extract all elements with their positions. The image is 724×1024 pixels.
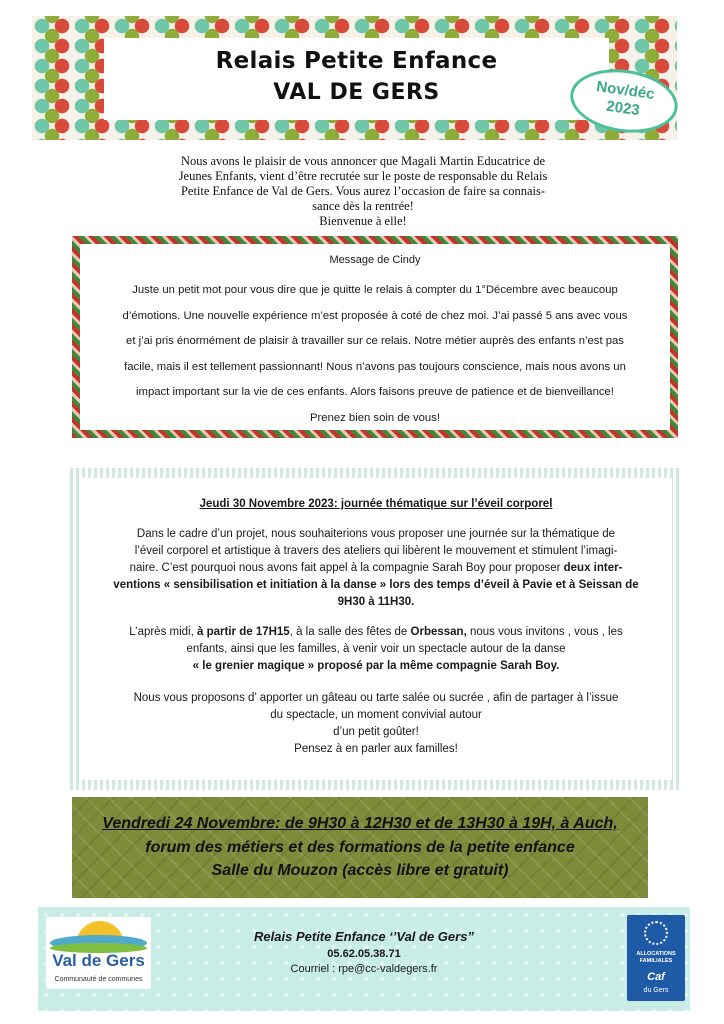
val-de-gers-logo-subtitle: Communauté de communes — [54, 976, 143, 983]
intro-line: Nous avons le plaisir de vous annoncer que Magali Martin Educatrice de — [180, 154, 546, 168]
issue-year: 2023 — [605, 97, 641, 120]
event-paragraph-3 — [100, 690, 652, 758]
intro-line: Jeunes Enfants, vient d’être recrutée sur le poste de responsable du Relais — [178, 169, 548, 183]
event-line: 9H30 à 11H30. — [337, 596, 415, 608]
issue-months: Nov/déc — [595, 78, 656, 104]
event-paragraph-2 — [100, 624, 652, 675]
caf-logo-dept: du Gers — [643, 987, 669, 994]
newsletter-title: Relais Petite Enfance — [215, 48, 498, 74]
event-line — [100, 577, 652, 594]
event-line: Nous vous proposons d’ apporter un gâteau ou tarte salée ou sucrée , afin de partager à l’issue — [133, 692, 619, 704]
newsletter-subtitle: VAL DE GERS — [273, 80, 440, 105]
caf-emblem-icon — [644, 921, 668, 945]
event-text: , à la salle des fêtes de — [289, 626, 411, 638]
footer-title: Relais Petite Enfance ‘’Val de Gers” — [254, 929, 474, 944]
event-bold-text: Orbessan, — [410, 626, 467, 638]
event-line: d’un petit goûter! — [333, 726, 419, 738]
cindy-message-body — [90, 278, 660, 431]
event-bold-text: ventions « sensibilisation et initiation à la danse » — [113, 579, 387, 591]
forum-title-line: forum des métiers et des formations de la petite enfance — [145, 839, 575, 856]
header-title-panel — [104, 38, 609, 120]
event-line: l’éveil corporel et artistique à travers des ateliers qui libèrent le mouvement et stimulent l’imagi- — [134, 545, 618, 557]
caf-logo — [627, 915, 685, 1001]
val-de-gers-logo-name: Val de Gers — [52, 951, 145, 970]
event-text: L’après midi, — [129, 626, 198, 638]
cindy-line: Prenez bien soin de vous! — [310, 411, 440, 424]
event-line: Pensez à en parler aux familles! — [294, 743, 458, 755]
event-bold-text: deux inter- — [563, 562, 623, 574]
event-bold-text: lors des temps d’éveil à Pavie et à Seissan de — [386, 579, 639, 591]
event-line — [100, 560, 652, 577]
forum-banner — [72, 797, 648, 898]
event-line: Dans le cadre d’un projet, nous souhaiterions vous proposer une journée sur la thématique de — [136, 528, 616, 540]
footer-email: Courriel : rpe@cc-valdegers.fr — [290, 963, 438, 975]
event-text: nous vous invitons , vous , les — [466, 626, 623, 638]
caf-logo-name: Caf — [647, 971, 665, 983]
event-paragraph-1 — [100, 526, 652, 611]
event-line: du spectacle, un moment convivial autour — [270, 709, 482, 721]
event-heading: Jeudi 30 Novembre 2023: journée thématique sur l’éveil corporel — [199, 498, 553, 510]
footer — [38, 907, 690, 1011]
footer-phone: 05.62.05.38.71 — [327, 948, 401, 960]
event-line: « le grenier magique » proposé par la même compagnie Sarah Boy. — [192, 660, 560, 672]
forum-venue-line: Salle du Mouzon (accès libre et gratuit) — [211, 862, 509, 879]
event-text: naire. C’est pourquoi nous avons fait appel à la compagnie Sarah Boy pour proposer — [129, 562, 564, 574]
event-line: enfants, ainsi que les familles, à venir voir un spectacle autour de la danse — [186, 643, 566, 655]
cindy-line: et j’ai pris énormément de plaisir à travailler sur ce relais. Notre métier auprès des enfants n’est pas — [126, 335, 624, 347]
cindy-message-title: Message de Cindy — [329, 254, 421, 266]
cindy-line: facile, mais il est tellement passionnant! Nous n’avons pas toujours conscience, mais nous avons un — [124, 360, 626, 373]
cindy-line: d’émotions. Une nouvelle expérience m’est proposée à coté de chez moi. J’ai passé 5 ans avec vous — [122, 309, 628, 322]
intro-announcement — [138, 154, 588, 229]
event-bold-text: à partir de 17H15 — [197, 626, 290, 638]
event-box — [70, 468, 682, 790]
intro-line: Petite Enfance de Val de Gers. Vous aurez l’occasion de faire sa connais- — [180, 184, 546, 198]
event-inner — [88, 478, 664, 780]
intro-line: Bienvenue à elle! — [319, 214, 407, 228]
intro-line: sance dès la rentrée! — [312, 199, 414, 213]
header-banner — [32, 16, 677, 140]
caf-logo-label: ALLOCATIONS FAMILIALES — [636, 951, 676, 964]
forum-date-line: Vendredi 24 Novembre: de 9H30 à 12H30 et de 13H30 à 19H, à Auch, — [102, 815, 618, 832]
event-line — [100, 624, 652, 641]
cindy-line: impact important sur la vie de ces enfants. Alors faisons preuve de patience et de bienveillance! — [136, 386, 614, 398]
cindy-message-box — [72, 236, 678, 438]
cindy-line: Juste un petit mot pour vous dire que je quitte le relais à compter du 1°Décembre avec beaucoup — [132, 284, 618, 296]
cindy-message-inner — [80, 244, 670, 430]
